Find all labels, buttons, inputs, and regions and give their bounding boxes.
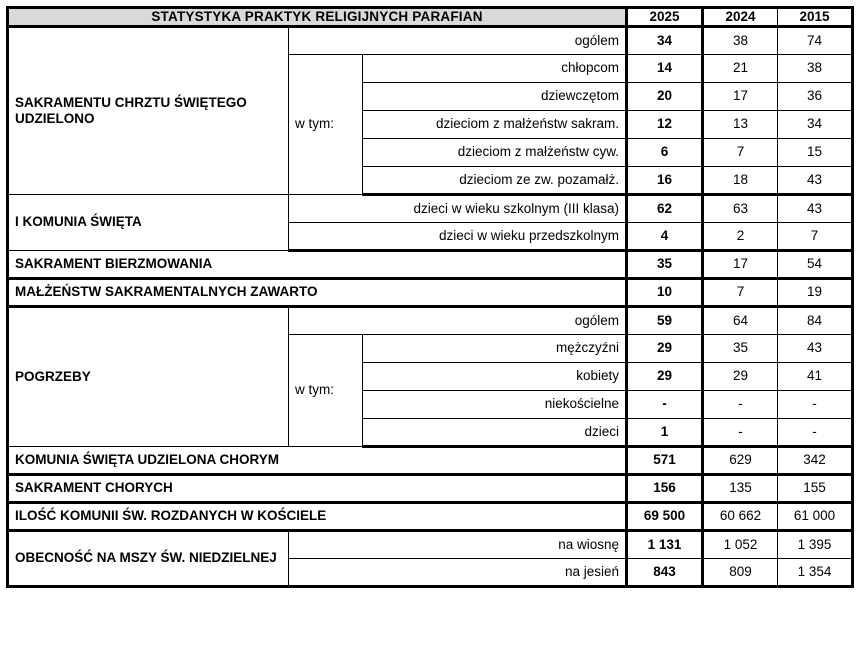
row-label-sunday-mass-attendance: OBECNOŚĆ NA MSZY ŚW. NIEDZIELNEJ <box>8 530 289 586</box>
value-2015: 1 354 <box>778 558 853 586</box>
value-2025: 10 <box>627 278 703 306</box>
value-2025: 1 <box>627 418 703 446</box>
value-2024: 64 <box>703 306 778 334</box>
sub-label-funerals-non-church: niekościelne <box>363 390 627 418</box>
table-row <box>8 306 853 334</box>
value-2015: - <box>778 418 853 446</box>
table-row <box>8 530 853 558</box>
sub-label-baptism-girls: dziewczętom <box>363 82 627 110</box>
value-2024: - <box>703 390 778 418</box>
value-2015: 34 <box>778 110 853 138</box>
value-2015: 155 <box>778 474 853 502</box>
sub-label-school-age: dzieci w wieku szkolnym (III klasa) <box>289 194 627 222</box>
row-label-communion-for-sick: KOMUNIA ŚWIĘTA UDZIELONA CHORYM <box>8 446 627 474</box>
sub-label-funerals-total: ogólem <box>289 306 627 334</box>
table-row <box>8 194 853 222</box>
sub-label-funerals-children: dzieci <box>363 418 627 446</box>
value-2024: 29 <box>703 362 778 390</box>
group-qualifier-funerals: w tym: <box>289 334 363 446</box>
value-2015: 54 <box>778 250 853 278</box>
sub-label-funerals-women: kobiety <box>363 362 627 390</box>
value-2024: 60 662 <box>703 502 778 530</box>
table-row <box>8 26 853 54</box>
sub-label-autumn: na jesień <box>289 558 627 586</box>
value-2015: - <box>778 390 853 418</box>
row-label-marriages: MAŁŻEŃSTW SAKRAMENTALNYCH ZAWARTO <box>8 278 627 306</box>
value-2025: 29 <box>627 334 703 362</box>
value-2015: 7 <box>778 222 853 250</box>
sub-label-preschool-age: dzieci w wieku przedszkolnym <box>289 222 627 250</box>
value-2025: 29 <box>627 362 703 390</box>
table-row <box>8 278 853 306</box>
sub-label-baptism-sacramental-marriage: dzieciom z małżeństw sakram. <box>363 110 627 138</box>
sub-label-spring: na wiosnę <box>289 530 627 558</box>
value-2025: 843 <box>627 558 703 586</box>
value-2024: 13 <box>703 110 778 138</box>
value-2015: 342 <box>778 446 853 474</box>
row-label-first-communion: I KOMUNIA ŚWIĘTA <box>8 194 289 250</box>
value-2015: 36 <box>778 82 853 110</box>
value-2024: 2 <box>703 222 778 250</box>
value-2015: 19 <box>778 278 853 306</box>
value-2015: 43 <box>778 334 853 362</box>
value-2025: 14 <box>627 54 703 82</box>
value-2024: 809 <box>703 558 778 586</box>
value-2015: 38 <box>778 54 853 82</box>
table-header-row <box>8 8 853 27</box>
value-2025: 59 <box>627 306 703 334</box>
table-row <box>8 446 853 474</box>
value-2015: 43 <box>778 166 853 194</box>
value-2025: 34 <box>627 26 703 54</box>
column-header-year-2015: 2015 <box>778 8 853 27</box>
value-2024: - <box>703 418 778 446</box>
value-2024: 7 <box>703 138 778 166</box>
value-2025: - <box>627 390 703 418</box>
row-label-communions-distributed: ILOŚĆ KOMUNII ŚW. ROZDANYCH W KOŚCIELE <box>8 502 627 530</box>
column-header-year-2025: 2025 <box>627 8 703 27</box>
sub-label-baptism-extramarital: dzieciom ze zw. pozamałż. <box>363 166 627 194</box>
table-row <box>8 474 853 502</box>
value-2024: 21 <box>703 54 778 82</box>
column-header-year-2024: 2024 <box>703 8 778 27</box>
value-2025: 4 <box>627 222 703 250</box>
sub-label-funerals-men: mężczyźni <box>363 334 627 362</box>
value-2024: 38 <box>703 26 778 54</box>
value-2025: 6 <box>627 138 703 166</box>
value-2025: 20 <box>627 82 703 110</box>
value-2024: 18 <box>703 166 778 194</box>
sub-label-baptism-boys: chłopcom <box>363 54 627 82</box>
value-2025: 1 131 <box>627 530 703 558</box>
row-label-baptism: SAKRAMENTU CHRZTU ŚWIĘTEGO UDZIELONO <box>8 26 289 194</box>
value-2025: 16 <box>627 166 703 194</box>
group-qualifier-baptism: w tym: <box>289 54 363 194</box>
value-2024: 17 <box>703 82 778 110</box>
value-2024: 135 <box>703 474 778 502</box>
sub-label-baptism-total: ogólem <box>289 26 627 54</box>
value-2015: 43 <box>778 194 853 222</box>
row-label-confirmation: SAKRAMENT BIERZMOWANIA <box>8 250 627 278</box>
table-row <box>8 502 853 530</box>
value-2024: 35 <box>703 334 778 362</box>
value-2024: 629 <box>703 446 778 474</box>
value-2025: 156 <box>627 474 703 502</box>
sub-label-baptism-civil-marriage: dzieciom z małżeństw cyw. <box>363 138 627 166</box>
value-2024: 17 <box>703 250 778 278</box>
value-2015: 84 <box>778 306 853 334</box>
value-2015: 74 <box>778 26 853 54</box>
table-row <box>8 250 853 278</box>
value-2024: 1 052 <box>703 530 778 558</box>
value-2025: 571 <box>627 446 703 474</box>
value-2015: 61 000 <box>778 502 853 530</box>
value-2025: 69 500 <box>627 502 703 530</box>
value-2024: 63 <box>703 194 778 222</box>
value-2015: 15 <box>778 138 853 166</box>
page-title: STATYSTYKA PRAKTYK RELIGIJNYCH PARAFIAN <box>8 8 627 27</box>
value-2015: 41 <box>778 362 853 390</box>
value-2025: 62 <box>627 194 703 222</box>
value-2025: 12 <box>627 110 703 138</box>
value-2025: 35 <box>627 250 703 278</box>
row-label-anointing-of-sick: SAKRAMENT CHORYCH <box>8 474 627 502</box>
religious-practice-statistics-table <box>6 6 854 588</box>
row-label-funerals: POGRZEBY <box>8 306 289 446</box>
value-2015: 1 395 <box>778 530 853 558</box>
value-2024: 7 <box>703 278 778 306</box>
